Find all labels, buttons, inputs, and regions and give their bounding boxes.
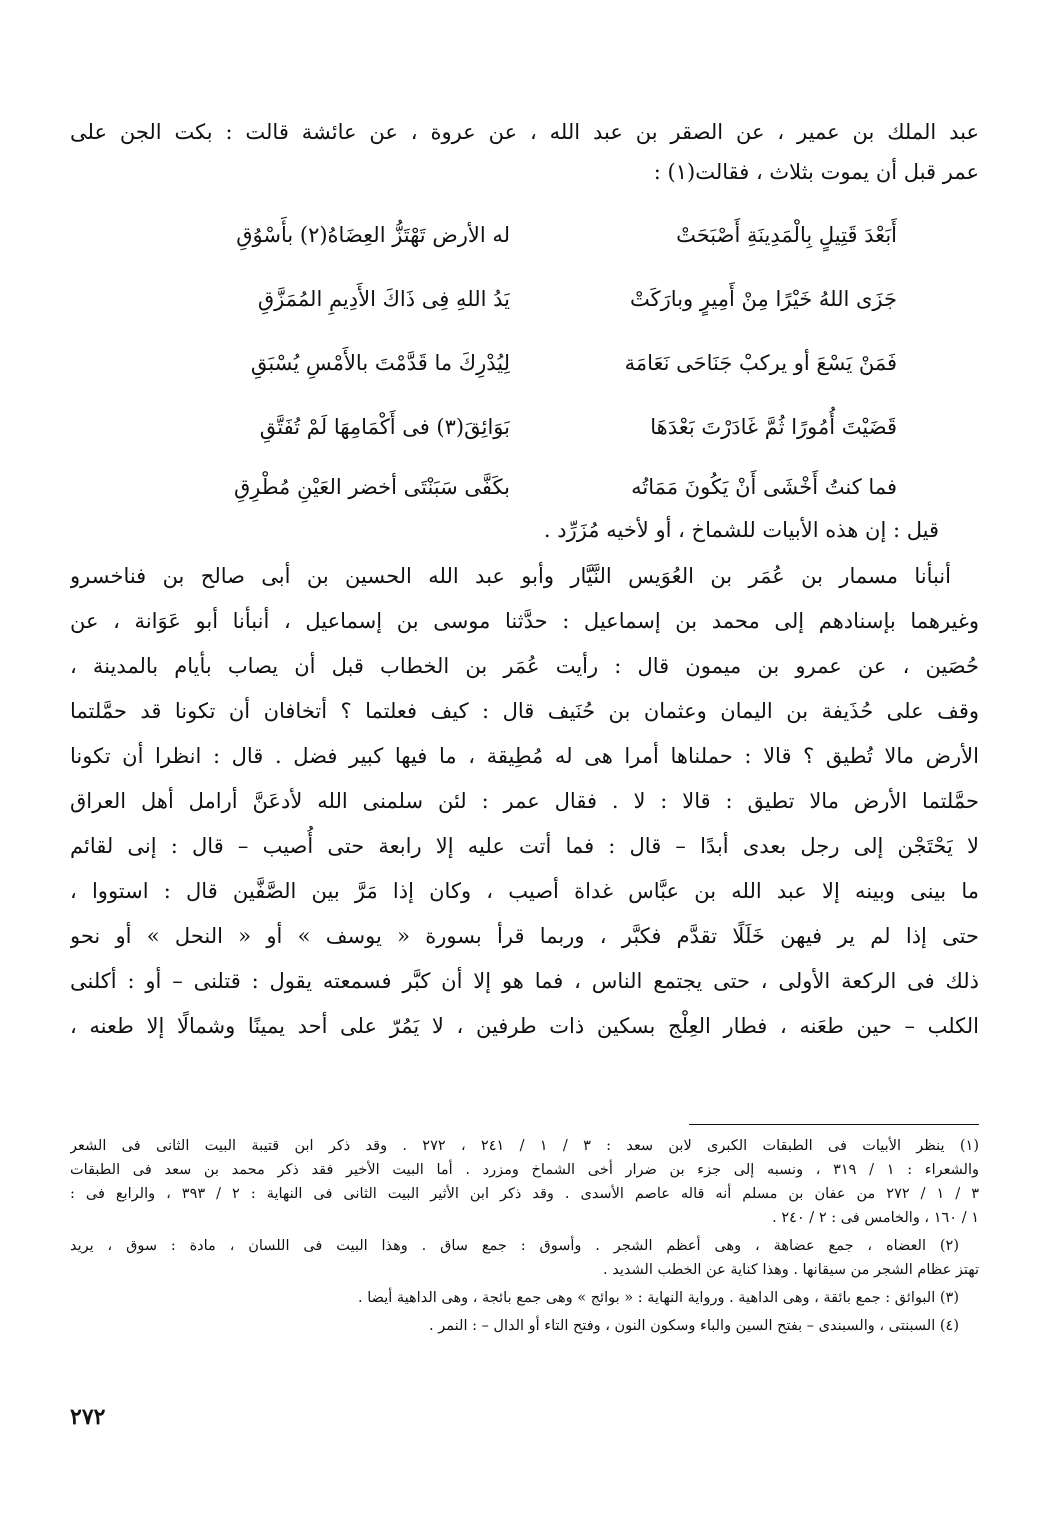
poem-verse xyxy=(70,276,979,322)
intro-line: عبد الملك بن عمير ، عن الصقر بن عبد الله ، عن عروة ، عن عائشة قالت : بكت الجن على xyxy=(70,120,979,144)
body-line: حمَّلتما الأرض مالا تطيق : قالا : لا . فقال عمر : لئن سلمنى الله لأدعَنَّ أرامل أهل العراق xyxy=(70,789,979,813)
footnote-line: (١) ينظر الأبيات فى الطبقات الكبرى لابن سعد : ٣ / ١ / ٢٤١ ، ٢٧٢ . وقد ذكر ابن قتيبة البيت الثانى فى الشعر xyxy=(70,1138,979,1154)
body-line: حُصَين ، عن عمرو بن ميمون قال : رأيت عُمَر بن الخطاب قبل أن يصاب بأيام بالمدينة ، xyxy=(70,654,979,678)
footnote-line: (٢) العضاه ، جمع عضاهة ، وهى أعظم الشجر . وأسوق : جمع ساق . وهذا البيت فى اللسان ، مادة : سوق ، يريد xyxy=(70,1238,959,1254)
attribution-line: قيل : إن هذه الأبيات للشماخ ، أو لأخيه مُزَرِّد . xyxy=(543,518,939,542)
body-line: أنبأنا مسمار بن عُمَر بن العُوَيس النَّيَّار وأبو عبد الله الحسين بن أبى صالح بن فناخسرو xyxy=(70,564,951,588)
page-number: ٢٧٢ xyxy=(70,1404,106,1430)
verse-first-hemistich: قَضَيْتَ أُمُورًا ثُمَّ غَادَرْتَ بَعْدَهَا xyxy=(650,415,897,439)
verse-first-hemistich: فما كنتُ أَخْشَى أَنْ يَكُونَ مَمَاتُه xyxy=(631,475,897,499)
body-line: حتى إذا لم ير فيهن خَلَلًا تقدَّم فكبَّر ، وربما قرأ بسورة « يوسف » أو « النحل » أو نحو xyxy=(70,924,979,948)
verse-second-hemistich: بكَفَّى سَبَنْتَى أخضر العَيْنِ مُطْرِقِ xyxy=(233,475,510,499)
footnote-line: ٣ / ١ / ٢٧٢ من عفان بن مسلم أنه قاله عاصم الأسدى . وقد ذكر ابن الأثير البيت الثانى فى النهاية : ٢ / ٣٩٣ ، والرابع فى : xyxy=(70,1186,979,1202)
footnote-line: ١ / ١٦٠ ، والخامس فى : ٢ / ٢٤٠ . xyxy=(772,1210,979,1226)
verse-second-hemistich: لِيُدْرِكَ ما قَدَّمْتَ بالأَمْسِ يُسْبَقِ xyxy=(250,351,510,375)
footnote-line: والشعراء : ١ / ٣١٩ ، ونسبه إلى جزء بن ضرار أخى الشماخ ومزرد . أما البيت الأخير فقد ذكر محمد بن سعد فى الطبقات xyxy=(70,1162,979,1178)
body-line: الكلب – حين طعَنه ، فطار العِلْج بسكين ذات طرفين ، لا يَمُرّ على أحد يمينًا وشمالًا إلا طعنه ، xyxy=(70,1014,979,1038)
verse-first-hemistich: فَمَنْ يَسْعَ أو يركبْ جَنَاحَى نَعَامَة xyxy=(624,351,897,375)
poem-verse xyxy=(70,464,979,510)
body-line: ما بينى وبينه إلا عبد الله بن عبَّاس غداة أصيب ، وكان إذا مَرَّ بين الصَّفَّين قال : استووا ، xyxy=(70,879,979,903)
verse-first-hemistich: جَزَى اللهُ خَيْرًا مِنْ أَمِيرٍ وبارَكَتْ xyxy=(630,287,897,311)
footnote-divider xyxy=(689,1124,979,1125)
verse-second-hemistich: بَوَائِقَ(٣) فى أَكْمَامِهَا لَمْ تُفَتَّقِ xyxy=(259,415,510,439)
body-line: ذلك فى الركعة الأولى ، حتى يجتمع الناس ، فما هو إلا أن كبَّر فسمعته يقول : قتلنى – أو : أكلنى xyxy=(70,969,979,993)
footnote-line: تهتز عظام الشجر من سيقانها . وهذا كناية عن الخطب الشديد . xyxy=(603,1262,979,1278)
poem-verse xyxy=(70,404,979,450)
book-page xyxy=(70,112,979,1491)
footnote-line: (٤) السبنتى ، والسبندى – بفتح السين والباء وسكون النون ، وفتح التاء أو الدال – : النمر . xyxy=(429,1318,959,1334)
verse-first-hemistich: أَبَعْدَ قَتِيلٍ بِالْمَدِينَةِ أَصْبَحَتْ xyxy=(676,223,897,247)
verse-second-hemistich: له الأرض تَهْتَزُّ العِضَاهُ(٢) بأَسْوُقِ xyxy=(236,223,510,247)
body-line: الأرض مالا تُطيق ؟ قالا : حملناها أمرا هى له مُطِيقة ، ما فيها كبير فضل . قال : انظرا أن تكونا xyxy=(70,744,979,768)
body-line: لا يَحْتَجْن إلى رجل بعدى أبدًا – قال : فما أتت عليه إلا رابعة حتى أُصيب – قال : إنى لقائم xyxy=(70,834,979,858)
body-line: وقف على حُذَيفة بن اليمان وعثمان بن حُنَيف قال : كيف فعلتما ؟ أتخافان أن تكونا قد حمَّلتما xyxy=(70,699,979,723)
body-line: وغيرهما بإسنادهم إلى محمد بن إسماعيل : حدَّثنا موسى بن إسماعيل ، أنبأنا أبو عَوَانة ، عن xyxy=(70,609,979,633)
verse-second-hemistich: يَدُ اللهِ فِى ذَاكَ الأَدِيمِ المُمَزَّقِ xyxy=(257,287,510,311)
footnote-line: (٣) البوائق : جمع بائقة ، وهى الداهية . ورواية النهاية : « بوائج » وهى جمع بائجة ، وهى الداهية أيضا . xyxy=(358,1290,959,1306)
poem-verse xyxy=(70,340,979,386)
intro-line: عمر قبل أن يموت بثلاث ، فقالت(١) : xyxy=(653,160,979,184)
poem-verse xyxy=(70,212,979,258)
